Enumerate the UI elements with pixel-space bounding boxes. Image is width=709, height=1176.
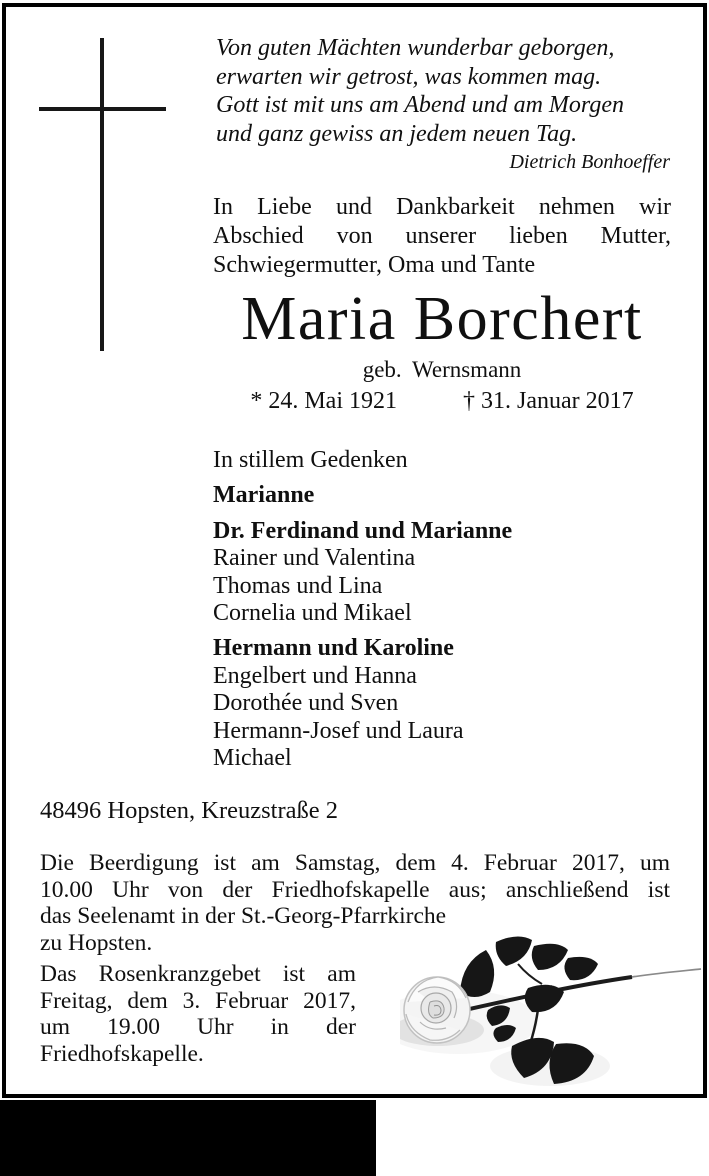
quote-line: Von guten Mächten wunderbar geborgen, [216, 35, 615, 61]
rosary-paragraph [40, 961, 356, 1067]
mourner-group [213, 518, 633, 628]
funeral-line: das Seelenamt in der St.-Georg-Pfarrkirche [40, 903, 447, 930]
quote-line: Gott ist mit uns am Abend und am Morgen [216, 92, 624, 118]
quote-line: erwarten wir getrost, was kommen mag. [216, 63, 602, 90]
quote-line: und ganz gewiss an jedem neuen Tag. [216, 120, 578, 147]
quote-block [216, 34, 670, 174]
address-line: 48496 Hopsten, Kreuzstraße 2 [40, 797, 339, 824]
obituary-notice [2, 3, 707, 1098]
funeral-line: zu Hopsten. [40, 929, 153, 956]
death-date: † 31. Januar 2017 [463, 388, 634, 414]
deceased-name: Maria Borchert [241, 285, 643, 353]
intro-paragraph [213, 193, 671, 280]
life-dates [213, 388, 671, 415]
rosary-line: Freitag, dem 3. Februar 2017, [40, 987, 356, 1014]
mourners-heading: In stillem Gedenken [213, 447, 408, 473]
mourner-lead: Dr. Ferdinand und Marianne [213, 517, 513, 544]
rosary-line: Das Rosenkranzgebet ist am [40, 961, 356, 987]
cross-vertical-bar [100, 38, 104, 351]
birth-date: * 24. Mai 1921 [250, 388, 398, 414]
white-rose-photo [400, 930, 705, 1094]
mourner-member: Hermann-Josef und Laura [213, 717, 464, 744]
mourner-lead: Hermann und Karoline [213, 635, 454, 662]
mourner-group [213, 482, 633, 509]
intro-line: Abschied von unserer lieben Mutter, [213, 223, 671, 249]
mourner-member: Michael [213, 745, 292, 772]
deceased-maiden-name: geb. Wernsmann [362, 357, 522, 382]
intro-line: In Liebe und Dankbarkeit nehmen wir [213, 194, 671, 220]
mourner-lead: Marianne [213, 482, 315, 509]
quote-attribution: Dietrich Bonhoeffer [509, 151, 670, 173]
bottom-black-bar [0, 1100, 376, 1176]
mourner-member: Thomas und Lina [213, 572, 383, 599]
funeral-line: 10.00 Uhr von der Friedhofskapelle aus; anschließend ist [40, 876, 670, 903]
funeral-line: Die Beerdigung ist am Samstag, dem 4. Februar 2017, um [40, 850, 670, 876]
rosary-line: Friedhofskapelle. [40, 1040, 204, 1067]
cross-horizontal-bar [39, 107, 166, 111]
mourner-member: Engelbert und Hanna [213, 662, 417, 689]
rosary-line: um 19.00 Uhr in der [40, 1014, 356, 1041]
mourner-member: Cornelia und Mikael [213, 600, 412, 627]
intro-line: Schwiegermutter, Oma und Tante [213, 252, 536, 278]
mourner-member: Dorothée und Sven [213, 690, 399, 717]
mourner-member: Rainer und Valentina [213, 545, 416, 572]
mourners-list [213, 447, 633, 780]
deceased-block [213, 285, 671, 415]
mourner-group [213, 635, 633, 772]
rose-flower [404, 977, 470, 1043]
